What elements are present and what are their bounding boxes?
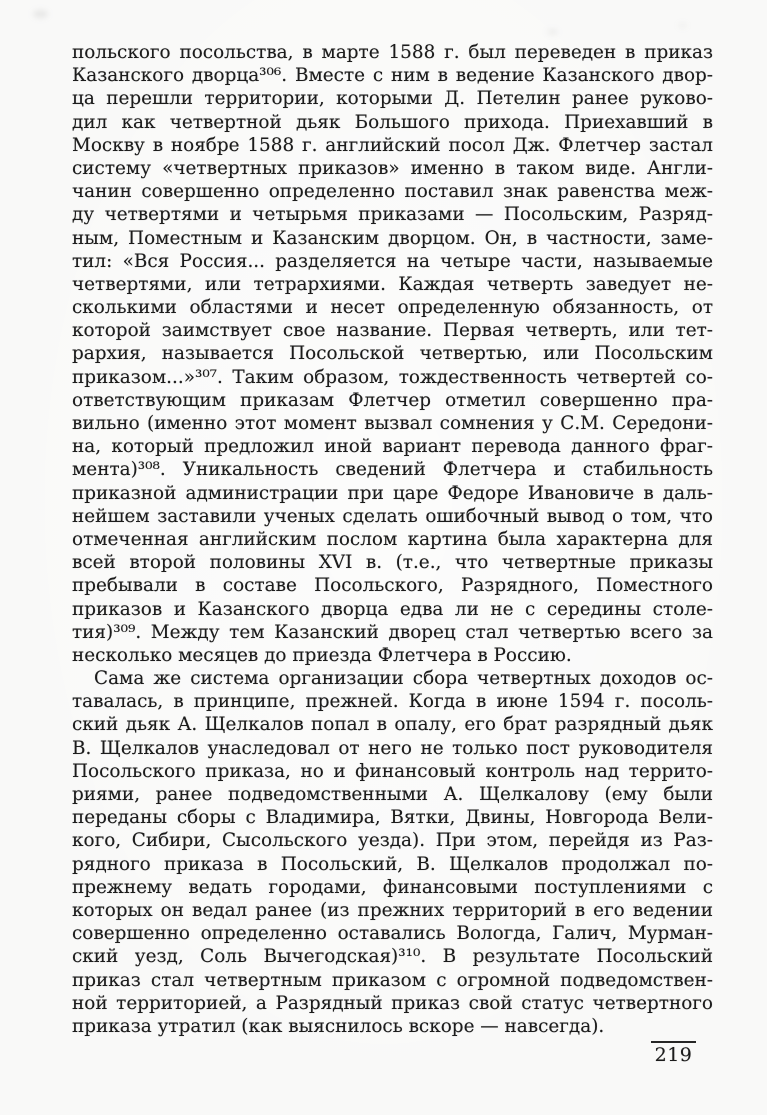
text-line: четвертями, или тетрархиями. Каждая четверть заведует не-	[72, 273, 713, 295]
text-line: Сама же система организации сбора четвертных доходов ос-	[94, 668, 713, 690]
text-line: дил как четвертной дьяк Большого прихода. Приехавший в	[72, 111, 713, 133]
text-line: ский дьяк А. Щелкалов попал в опалу, его брат разрядный дьяк	[72, 714, 713, 736]
text-line: Казанского дворца³⁰⁶. Вместе с ним в ведение Казанского двор-	[72, 65, 713, 87]
text-line: приказной администрации при царе Федоре Ивановиче в даль-	[72, 482, 713, 504]
text-line: кого, Сибири, Сысольского уезда). При этом, перейдя из Раз-	[72, 830, 713, 852]
text-line: ский уезд, Соль Вычегодская)³¹⁰. В результате Посольский	[72, 946, 713, 968]
text-line: которых он ведал ранее (из прежних территорий в его ведении	[72, 899, 713, 921]
text-line: отмеченная английским послом картина была характерна для	[72, 528, 713, 550]
text-line: ца перешли территории, которыми Д. Петелин ранее руково-	[72, 88, 713, 110]
text-line: ной территорией, а Разрядный приказ свой статус четвертного	[72, 992, 713, 1014]
text-line: мента)³⁰⁸. Уникальность сведений Флетчера и стабильность	[72, 459, 713, 481]
text-line: всей второй половины XVI в. (т.е., что четвертные приказы	[72, 552, 713, 574]
text-line: тия)³⁰⁹. Между тем Казанский дворец стал четвертью всего за	[72, 621, 713, 643]
text-line: нейшем заставили ученых сделать ошибочный вывод о том, что	[72, 505, 713, 527]
text-line: Посольского приказа, но и финансовый контроль над террито-	[72, 760, 713, 782]
text-line: вильно (именно этот момент вызвал сомнения у С.М. Середони-	[72, 413, 713, 434]
scan-smudge	[678, 23, 687, 28]
text-line: совершенно определенно оставались Вологда, Галич, Мурман-	[72, 923, 713, 945]
page-number-rule	[651, 1041, 696, 1043]
text-line: прежнему ведать городами, финансовыми поступлениями с	[72, 876, 713, 898]
text-line: приказом...»³⁰⁷. Таким образом, тождественность четвертей со-	[72, 366, 713, 388]
text-line: тавалась, в принципе, прежней. Когда в июне 1594 г. посоль-	[72, 691, 713, 713]
text-line: переданы сборы с Владимира, Вятки, Двины, Новгорода Вели-	[72, 807, 713, 829]
text-line: которой заимствует свое название. Первая четверть, или тет-	[72, 320, 713, 342]
text-line: рархия, называется Посольской четвертью, или Посольским	[72, 343, 713, 365]
text-line: приказа утратил (как выяснилось вскоре — навсегда).	[72, 1015, 605, 1037]
text-line: В. Щелкалов унаследовал от него не только пост руководителя	[72, 737, 713, 759]
text-line: систему «четвертных приказов» именно в таком виде. Англи-	[72, 157, 713, 179]
text-line: приказов и Казанского дворца едва ли не с середины столе-	[72, 598, 713, 620]
text-line: ду четвертями и четырьмя приказами — Посольским, Разряд-	[72, 204, 713, 226]
text-line: ответствующим приказам Флетчер отметил совершенно пра-	[72, 389, 713, 411]
text-line: ным, Поместным и Казанским дворцом. Он, в частности, заме-	[72, 227, 713, 249]
page-number: 219	[654, 1044, 693, 1066]
text-line: сколькими областями и несет определенную обязанность, от	[72, 297, 713, 319]
text-line: Москву в ноябре 1588 г. английский посол Дж. Флетчер застал	[72, 134, 713, 156]
text-line: пребывали в составе Посольского, Разрядного, Поместного	[72, 575, 713, 597]
text-line: несколько месяцев до приезда Флетчера в Россию.	[72, 644, 572, 666]
text-line: чанин совершенно определенно поставил знак равенства меж-	[72, 181, 713, 203]
text-line: на, который предложил иной вариант перевода данного фраг-	[72, 436, 713, 458]
text-line: тил: «Вся Россия... разделяется на четыре части, называемые	[72, 250, 713, 272]
text-line: рядного приказа в Посольский, В. Щелкалов продолжал по-	[72, 853, 713, 875]
text-line: приказ стал четвертным приказом с огромной подведомствен-	[72, 969, 713, 991]
scan-smudge	[547, 29, 558, 35]
page-footer	[651, 1041, 696, 1066]
page-text	[72, 41, 713, 1038]
scan-smudge	[33, 10, 48, 18]
text-line: польского посольства, в марте 1588 г. был переведен в приказ	[72, 42, 713, 63]
text-line: риями, ранее подведомственными А. Щелкалову (ему были	[72, 784, 713, 805]
